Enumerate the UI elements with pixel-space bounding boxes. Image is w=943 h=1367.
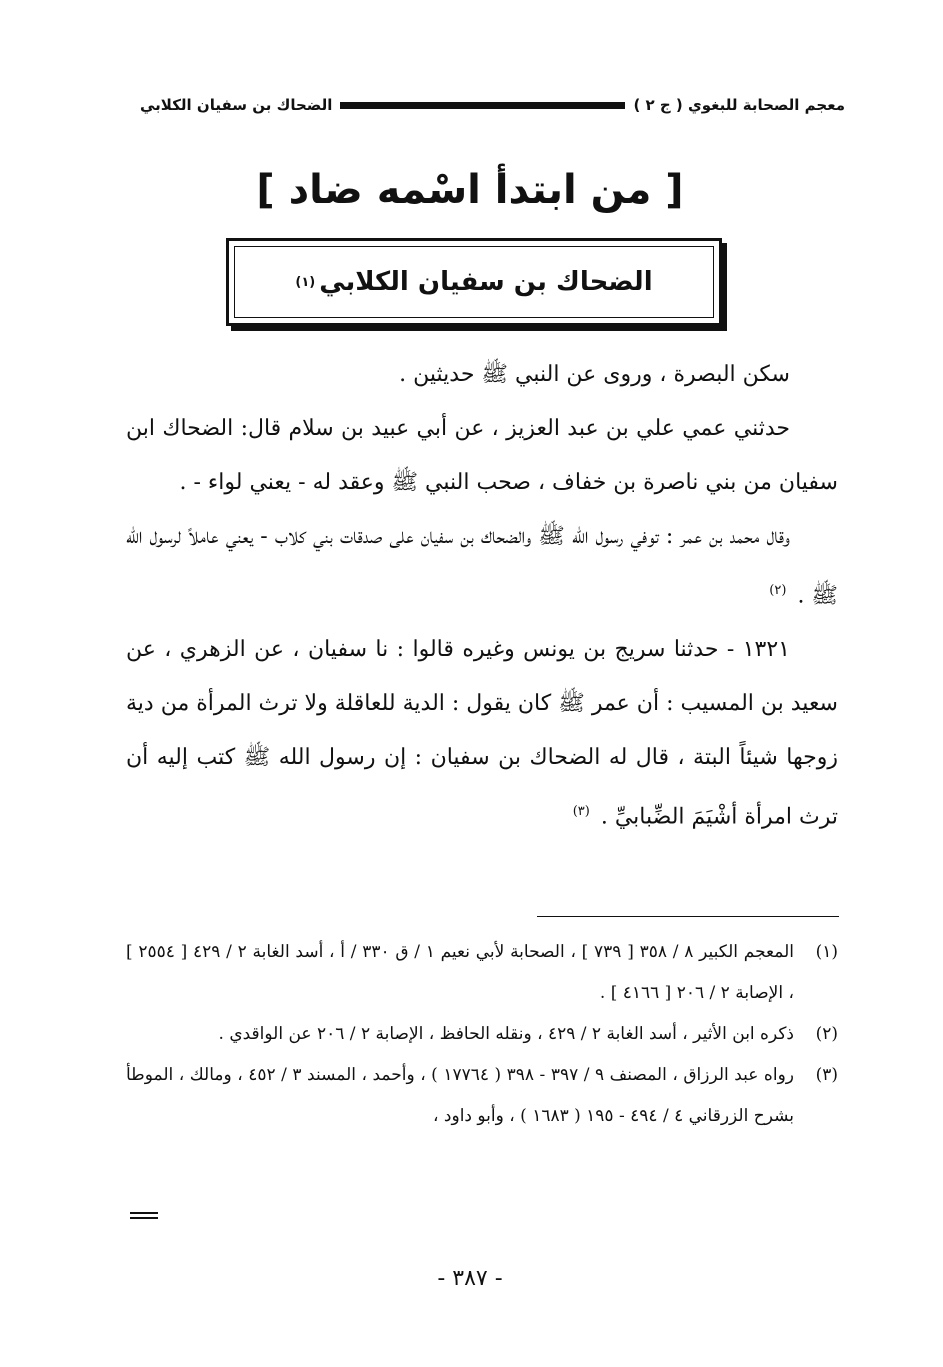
body-text (126, 348, 838, 845)
footnotes (126, 932, 838, 1137)
footnote-text: ذكره ابن الأثير ، أسد الغابة ٢ / ٤٢٩ ، ونقله الحافظ ، الإصابة ٢ / ٢٠٦ عن الواقدي . (218, 1024, 794, 1044)
header-book-title: معجم الصحابة للبغوي ( ج ٢ ) (633, 96, 845, 114)
footnote-divider (537, 916, 839, 917)
footnote-number: (١) (815, 942, 838, 962)
paragraph-2 (126, 402, 838, 510)
footnote-item (126, 1055, 838, 1137)
footnote-item (126, 1014, 838, 1055)
paragraph-3-text: وقال محمد بن عمر : توفي رسول الله ﷺ والضحاك بن سفيان على صدقات بني كلاب - يعني عاملاً لرسول الله ﷺ . (126, 524, 838, 609)
paragraph-3-footnote-mark: (٢) (769, 583, 787, 598)
footnote-number: (٢) (815, 1024, 838, 1044)
entry-title-frame (226, 238, 722, 326)
paragraph-4 (126, 623, 838, 844)
footnote-continuation-mark (130, 1212, 158, 1219)
section-title: [ من ابتدأ اسْمه ضاد ] (256, 167, 684, 213)
entry-title (234, 246, 714, 318)
footnote-item (126, 932, 838, 1014)
paragraph-2-text: حدثني عمي علي بن عبد العزيز ، عن أبي عبيد بن سلام قال: الضحاك ابن سفيان من بني ناصرة بن خفاف ، صحب النبي ﷺ وعقد له - يعني لواء - . (126, 416, 838, 495)
paragraph-1-text: سكن البصرة ، وروى عن النبي ﷺ حديثين . (399, 362, 790, 387)
paragraph-1 (126, 348, 838, 402)
paragraph-4-text: ١٣٢١ - حدثنا سريج بن يونس وغيره قالوا : نا سفيان ، عن الزهري ، عن سعيد بن المسيب : أن عمر ﷺ كان يقول : الدية للعاقلة ولا ترث المرأة من دية زوجها شيئاً البتة ، قال له الضحاك بن سفيان : إن رسول الله ﷺ كتب إليه أن ترث امرأة أشْيَمَ الضِّبابيِّ . (126, 637, 838, 830)
footnote-text: رواه عبد الرزاق ، المصنف ٩ / ٣٩٧ - ٣٩٨ ( ١٧٧٦٤ ) ، وأحمد ، المسند ٣ / ٤٥٢ ، ومالك ، الموطأ بشرح الزرقاني ٤ / ٤٩٤ - ١٩٥ ( ١٦٨٣ ) ، وأبو داود ، (126, 1065, 794, 1126)
running-header (140, 88, 845, 122)
header-rule (340, 102, 625, 109)
entry-title-footnote-mark: (١) (295, 274, 316, 290)
paragraph-3 (126, 510, 838, 623)
footnote-text: المعجم الكبير ٨ / ٣٥٨ [ ٧٣٩ ] ، الصحابة لأبي نعيم ١ / ق ٣٣٠ / أ ، أسد الغابة ٢ / ٤٢٩ [ ٢٥٥٤ ] ، الإصابة ٢ / ٢٠٦ [ ٤١٦٦ ] . (126, 942, 794, 1003)
entry-title-text: الضحاك بن سفيان الكلابي (319, 267, 653, 297)
header-entry-name: الضحاك بن سفيان الكلابي (140, 96, 333, 114)
footnote-number: (٣) (815, 1065, 838, 1085)
paragraph-4-footnote-mark: (٣) (572, 804, 590, 820)
page-number: - ٣٨٧ - (437, 1266, 503, 1291)
